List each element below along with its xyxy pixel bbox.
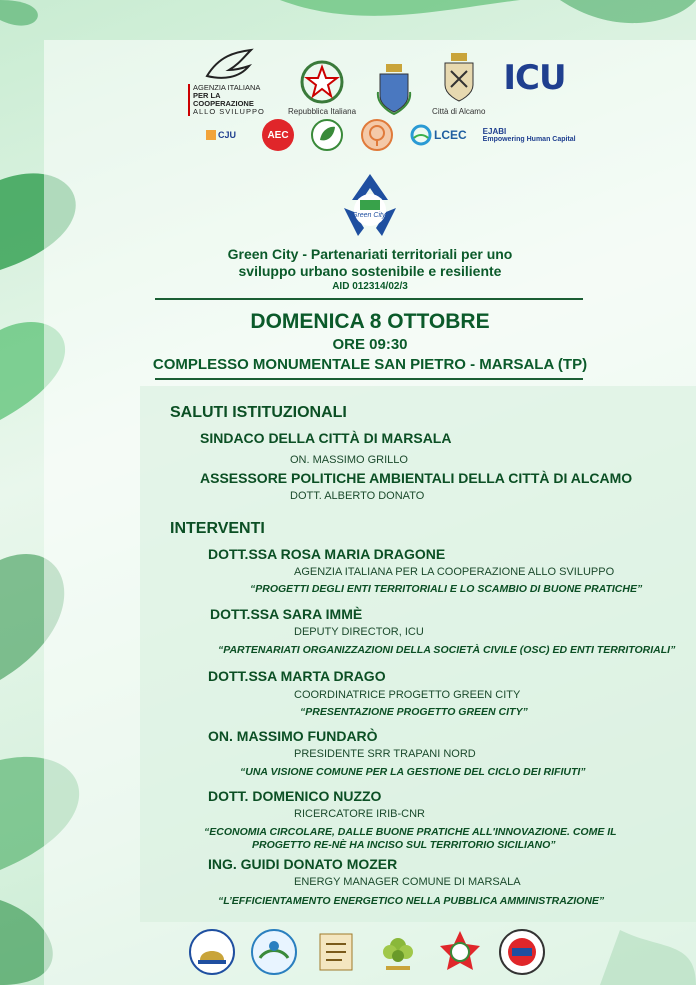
lcec-label: LCEC	[434, 128, 467, 142]
leaf-round-logo	[310, 118, 344, 152]
ejabi-line1: EJABI	[482, 127, 507, 136]
event-time: ORE 09:30	[332, 336, 408, 353]
speaker-3-name: DOTT.SSA MARTA DRAGO	[208, 668, 386, 684]
star-emblem-icon	[436, 928, 484, 976]
orange-round-logo	[360, 118, 394, 152]
project-title-line2: sviluppo urbano sostenibile e resiliente	[238, 263, 502, 279]
saluti-2-title: ASSESSORE POLITICHE AMBIENTALI DELLA CITTÀ DI ALCAMO	[200, 470, 633, 486]
marsala-logo	[374, 62, 414, 116]
ejabi-logo	[483, 127, 576, 143]
aec-label: AEC	[262, 119, 294, 151]
speaker-4-role: PRESIDENTE SRR TRAPANI NORD	[294, 748, 476, 760]
speaker-1-name: DOTT.SSA ROSA MARIA DRAGONE	[208, 546, 446, 562]
recycle-icon	[330, 170, 410, 240]
aics-line3: ALLO SVILUPPO	[193, 107, 265, 116]
interventi-heading: INTERVENTI	[170, 520, 265, 537]
tree-icon	[360, 118, 394, 152]
partner-logos-second	[196, 118, 576, 152]
speaker-2-name: DOTT.SSA SARA IMMÈ	[210, 606, 363, 622]
speaker-3-quote: “PRESENTAZIONE PROGETTO GREEN CITY”	[300, 706, 528, 718]
dome-emblem-icon	[188, 928, 236, 976]
round-seal-icon	[498, 928, 546, 976]
speaker-3-role: COORDINATRICE PROGETTO GREEN CITY	[294, 689, 521, 701]
saluti-heading: SALUTI ISTITUZIONALI	[170, 404, 347, 421]
speaker-1-role: AGENZIA ITALIANA PER LA COOPERAZIONE ALLO SVILUPPO	[294, 566, 615, 578]
dove-icon	[199, 46, 259, 84]
aics-line2: PER LA COOPERAZIONE	[193, 91, 254, 108]
speaker-5-name: DOTT. DOMENICO NUZZO	[208, 788, 382, 804]
lcec-logo	[410, 124, 467, 146]
municipality-logos-bottom	[188, 928, 546, 976]
repubblica-logo	[288, 59, 356, 116]
aics-line1: AGENZIA ITALIANA	[193, 83, 261, 92]
speaker-5-quote: “ECONOMIA CIRCOLARE, DALLE BUONE PRATICHE ALL'INNOVAZIONE. COME IL	[204, 826, 617, 838]
speaker-2-role: DEPUTY DIRECTOR, ICU	[294, 626, 424, 638]
speaker-6-quote: “L’EFFICIENTAMENTO ENERGETICO NELLA PUBBLICA AMMINISTRAZIONE”	[218, 895, 605, 907]
project-title	[150, 246, 590, 293]
repubblica-label: Repubblica Italiana	[288, 107, 357, 116]
calligraphy-emblem-icon	[312, 928, 360, 976]
project-aid: AID 012314/02/3	[332, 281, 408, 292]
saluti-1-person: ON. MASSIMO GRILLO	[290, 454, 408, 466]
icu-logo	[503, 58, 565, 116]
green-city-logo	[330, 170, 410, 245]
speaker-5-role: RICERCATORE IRIB-CNR	[294, 808, 425, 820]
leaf-icon	[310, 118, 344, 152]
speaker-6-role: ENERGY MANAGER COMUNE DI MARSALA	[294, 876, 521, 888]
globe-icon	[410, 124, 432, 146]
event-date: DOMENICA 8 OTTOBRE	[250, 310, 490, 333]
alcamo-logo	[432, 51, 485, 116]
speaker-2-quote: “PARTENARIATI ORGANIZZAZIONI DELLA SOCIETÀ CIVILE (OSC) ED ENTI TERRITORIALI”	[218, 644, 676, 656]
divider-top	[155, 298, 583, 300]
cju-logo	[196, 130, 246, 140]
divider-bottom	[155, 378, 583, 380]
saluti-2-person: DOTT. ALBERTO DONATO	[290, 490, 425, 502]
speaker-6-name: ING. GUIDI DONATO MOZER	[208, 856, 398, 872]
coat-of-arms-icon	[439, 51, 479, 105]
project-title-line1: Green City - Partenariati territoriali per uno	[227, 246, 513, 262]
partner-logos-top	[188, 46, 566, 116]
speaker-1-quote: “PROGETTI DEGLI ENTI TERRITORIALI E LO SCAMBIO DI BUONE PRATICHE”	[250, 583, 643, 595]
emblem-icon	[299, 59, 345, 105]
speaker-4-quote: “UNA VISIONE COMUNE PER LA GESTIONE DEL CICLO DEI RIFIUTI”	[240, 766, 586, 778]
aics-logo	[188, 46, 270, 116]
speaker-4-name: ON. MASSIMO FUNDARÒ	[208, 728, 378, 744]
flower-emblem-icon	[374, 928, 422, 976]
speaker-5-quote-line2: PROGETTO RE-NÈ HA INCISO SUL TERRITORIO SICILIANO”	[252, 839, 556, 851]
ejabi-line2: Empowering Human Capital	[482, 136, 576, 143]
cju-mark-icon	[206, 130, 216, 140]
city-emblem-icon	[250, 928, 298, 976]
aec-logo	[262, 119, 294, 151]
coat-of-arms-icon	[374, 62, 414, 116]
saluti-1-title: SINDACO DELLA CITTÀ DI MARSALA	[200, 430, 452, 446]
cju-label: CJU	[217, 130, 236, 140]
green-city-label: Green City	[352, 212, 386, 219]
icu-label: ICU	[503, 58, 566, 98]
event-venue: COMPLESSO MONUMENTALE SAN PIETRO - MARSALA (TP)	[152, 356, 588, 373]
alcamo-label: Città di Alcamo	[432, 107, 486, 116]
